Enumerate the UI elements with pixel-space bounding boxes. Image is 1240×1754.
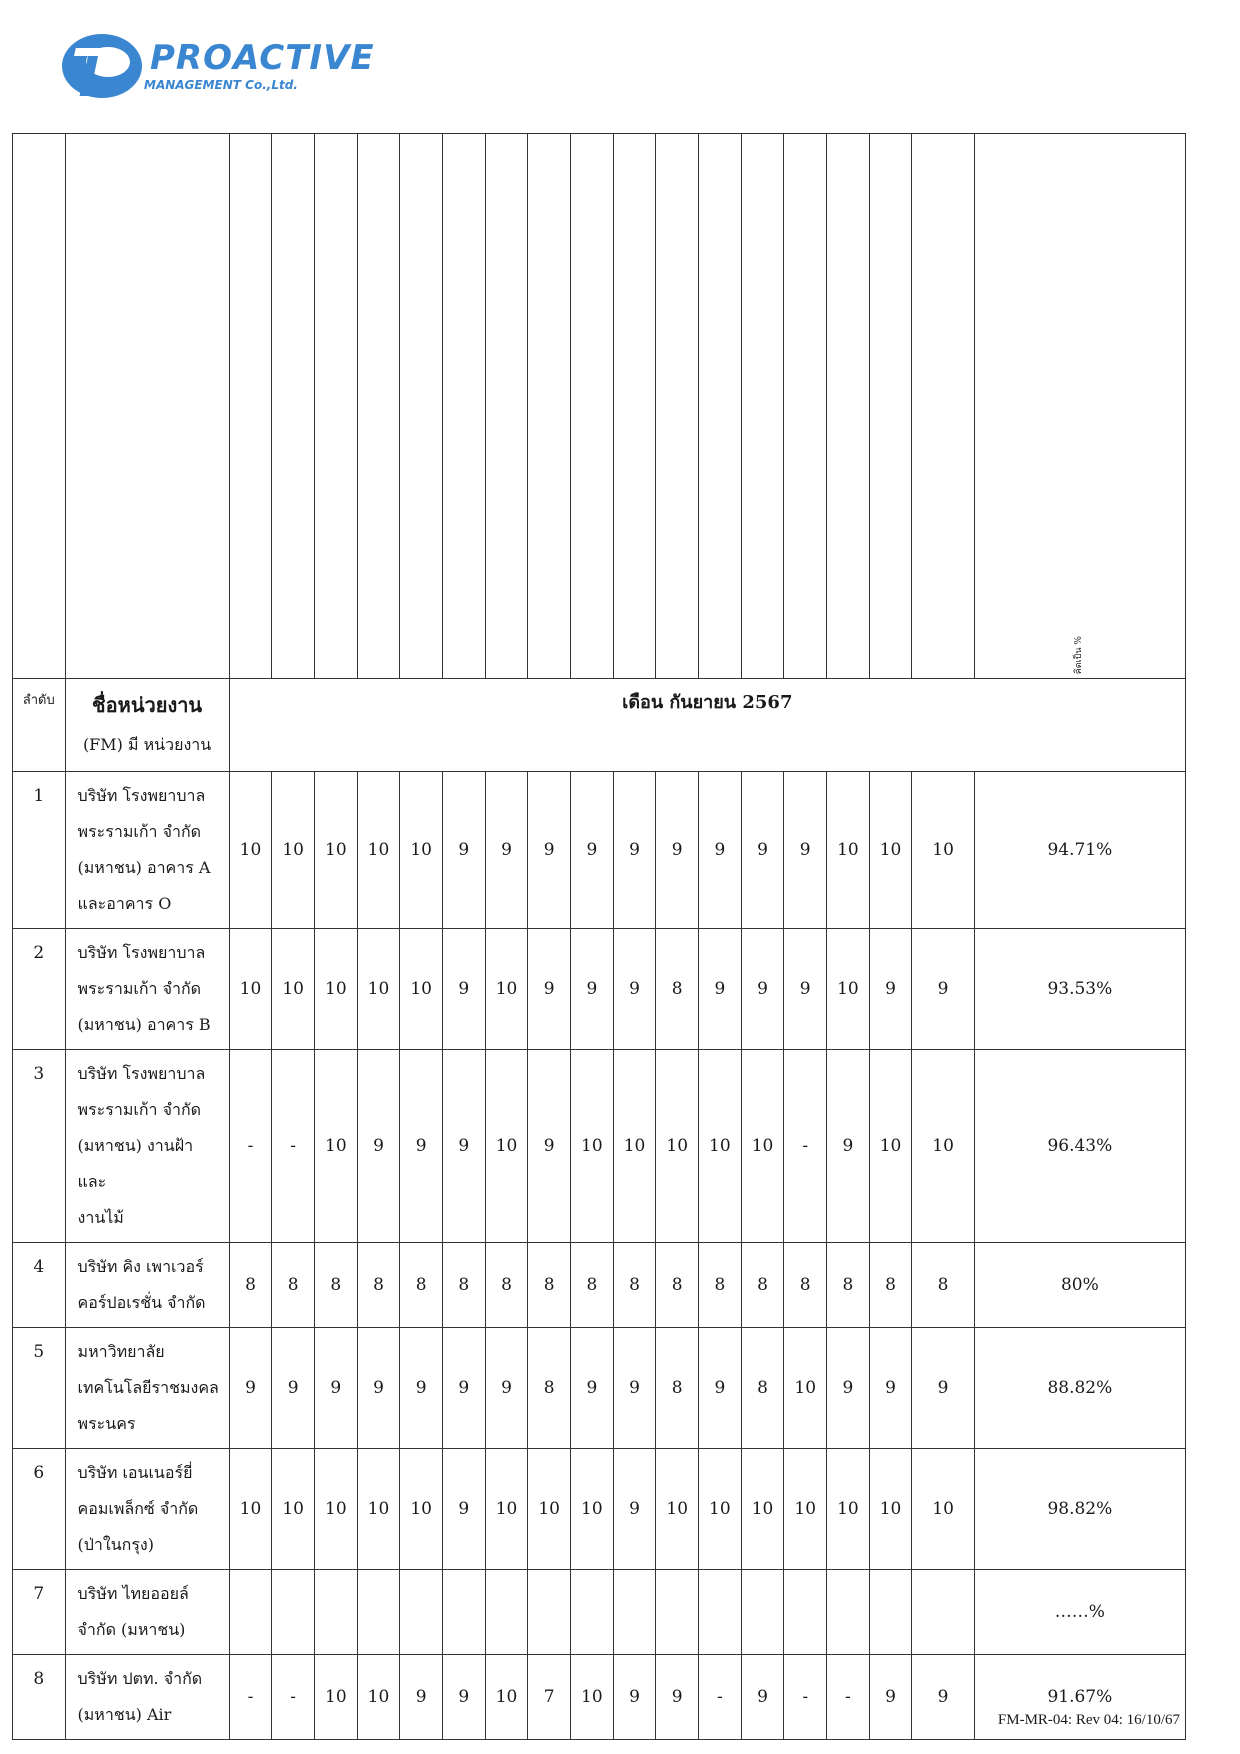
unit-name-line: และอาคาร O bbox=[77, 894, 172, 913]
score-cell bbox=[827, 1570, 870, 1655]
score-cell bbox=[613, 1570, 656, 1655]
score-cell: 8 bbox=[741, 1243, 784, 1328]
label-row bbox=[13, 679, 1186, 772]
criteria-header bbox=[699, 134, 742, 679]
row-sequence: 5 bbox=[13, 1328, 66, 1449]
score-cell: 10 bbox=[699, 1050, 742, 1243]
score-cell bbox=[741, 1570, 784, 1655]
score-cell: 9 bbox=[827, 1050, 870, 1243]
score-cell: 10 bbox=[314, 1655, 357, 1740]
score-cell: 10 bbox=[357, 1449, 400, 1570]
unit-name-line: (มหาชน) อาคาร B bbox=[77, 1015, 211, 1034]
table-row bbox=[13, 1050, 1186, 1243]
score-cell: 9 bbox=[571, 772, 614, 929]
score-cell bbox=[229, 1570, 272, 1655]
score-cell: 9 bbox=[912, 1328, 974, 1449]
score-cell: 9 bbox=[741, 929, 784, 1050]
evaluation-table bbox=[12, 133, 1186, 1740]
percent-cell: ……% bbox=[974, 1570, 1185, 1655]
score-cell: 10 bbox=[827, 772, 870, 929]
percent-cell: 80% bbox=[974, 1243, 1185, 1328]
unit-name-line: พระรามเก้า จำกัด bbox=[77, 1100, 202, 1119]
score-cell: 9 bbox=[528, 1050, 571, 1243]
score-cell: 9 bbox=[400, 1655, 443, 1740]
score-cell: 9 bbox=[912, 929, 974, 1050]
score-cell: 10 bbox=[869, 1449, 912, 1570]
score-cell: 9 bbox=[485, 772, 528, 929]
score-cell: 9 bbox=[656, 1655, 699, 1740]
score-cell: 8 bbox=[656, 1243, 699, 1328]
score-cell bbox=[443, 1570, 486, 1655]
score-cell: 10 bbox=[827, 1449, 870, 1570]
score-cell: 8 bbox=[613, 1243, 656, 1328]
score-cell: 8 bbox=[485, 1243, 528, 1328]
score-cell: 10 bbox=[314, 929, 357, 1050]
score-cell: 9 bbox=[613, 1328, 656, 1449]
score-cell: 10 bbox=[571, 1050, 614, 1243]
criteria-header bbox=[528, 134, 571, 679]
unit-name-line: บริษัท โรงพยาบาล bbox=[77, 786, 206, 805]
criteria-header bbox=[784, 134, 827, 679]
score-cell: 8 bbox=[784, 1243, 827, 1328]
score-cell: 10 bbox=[400, 1449, 443, 1570]
row-sequence: 1 bbox=[13, 772, 66, 929]
score-cell: 9 bbox=[613, 772, 656, 929]
score-cell: 9 bbox=[485, 1328, 528, 1449]
score-cell: 8 bbox=[656, 929, 699, 1050]
score-cell: 9 bbox=[784, 772, 827, 929]
score-cell: 8 bbox=[741, 1328, 784, 1449]
criteria-header bbox=[229, 134, 272, 679]
unit-name-line: มหาวิทยาลัย bbox=[77, 1342, 165, 1361]
score-cell: - bbox=[784, 1050, 827, 1243]
unit-name-line: งานไม้ bbox=[77, 1208, 124, 1227]
score-cell: 9 bbox=[528, 929, 571, 1050]
percent-cell: 96.43% bbox=[974, 1050, 1185, 1243]
unit-name-line: (มหาชน) อาคาร A bbox=[77, 858, 211, 877]
unit-name-line: บริษัท คิง เพาเวอร์ bbox=[77, 1257, 204, 1276]
score-cell: 10 bbox=[357, 772, 400, 929]
score-cell: 9 bbox=[613, 1655, 656, 1740]
score-cell: 10 bbox=[485, 1655, 528, 1740]
score-cell bbox=[485, 1570, 528, 1655]
score-cell: 9 bbox=[528, 772, 571, 929]
score-cell: 10 bbox=[357, 929, 400, 1050]
percent-cell: 91.67% bbox=[974, 1655, 1185, 1740]
criteria-header bbox=[869, 134, 912, 679]
score-cell: 10 bbox=[485, 929, 528, 1050]
unit-name-line: (มหาชน) Air bbox=[77, 1705, 172, 1724]
score-cell: 8 bbox=[272, 1243, 315, 1328]
table-row bbox=[13, 1449, 1186, 1570]
score-cell: 10 bbox=[400, 929, 443, 1050]
score-cell: 10 bbox=[272, 929, 315, 1050]
score-cell: 9 bbox=[912, 1655, 974, 1740]
percent-cell: 98.82% bbox=[974, 1449, 1185, 1570]
criteria-header bbox=[613, 134, 656, 679]
score-cell: - bbox=[229, 1655, 272, 1740]
percent-cell: 88.82% bbox=[974, 1328, 1185, 1449]
score-cell: 10 bbox=[229, 929, 272, 1050]
score-cell: 10 bbox=[784, 1449, 827, 1570]
row-sequence: 4 bbox=[13, 1243, 66, 1328]
score-cell bbox=[869, 1570, 912, 1655]
score-cell: 8 bbox=[827, 1243, 870, 1328]
score-cell: 8 bbox=[571, 1243, 614, 1328]
score-cell: 10 bbox=[528, 1449, 571, 1570]
score-cell: 9 bbox=[443, 772, 486, 929]
unit-name bbox=[65, 772, 229, 929]
score-cell: 9 bbox=[869, 1328, 912, 1449]
unit-name-line: พระนคร bbox=[77, 1414, 136, 1433]
score-cell: 10 bbox=[272, 772, 315, 929]
unit-name-header: ชื่อหน่วยงาน (FM) มี หน่วยงาน bbox=[65, 679, 229, 772]
score-cell bbox=[272, 1570, 315, 1655]
score-cell: 8 bbox=[357, 1243, 400, 1328]
score-cell: 9 bbox=[443, 929, 486, 1050]
unit-name-line: พระรามเก้า จำกัด bbox=[77, 979, 202, 998]
score-cell: 10 bbox=[314, 1449, 357, 1570]
table-row bbox=[13, 929, 1186, 1050]
form-code: FM-MR-04: Rev 04: 16/10/67 bbox=[997, 1712, 1180, 1728]
score-cell: 8 bbox=[869, 1243, 912, 1328]
score-cell: 9 bbox=[784, 929, 827, 1050]
unit-name bbox=[65, 1243, 229, 1328]
score-cell: 8 bbox=[528, 1243, 571, 1328]
criteria-header bbox=[571, 134, 614, 679]
score-cell: 9 bbox=[699, 1328, 742, 1449]
score-cell: 10 bbox=[314, 1050, 357, 1243]
score-cell: 10 bbox=[869, 772, 912, 929]
score-cell bbox=[400, 1570, 443, 1655]
month-header: เดือน กันยายน 2567 bbox=[229, 679, 1185, 772]
table-row bbox=[13, 1328, 1186, 1449]
score-cell: 9 bbox=[314, 1328, 357, 1449]
score-cell: 9 bbox=[571, 1328, 614, 1449]
table-row bbox=[13, 1570, 1186, 1655]
score-cell: - bbox=[272, 1050, 315, 1243]
score-cell: 8 bbox=[443, 1243, 486, 1328]
blank-cell bbox=[13, 134, 66, 679]
score-cell: 9 bbox=[357, 1050, 400, 1243]
criteria-header bbox=[485, 134, 528, 679]
score-cell: 10 bbox=[784, 1328, 827, 1449]
score-cell: 9 bbox=[443, 1655, 486, 1740]
unit-name bbox=[65, 1570, 229, 1655]
unit-name-line: บริษัท ปตท. จำกัด bbox=[77, 1669, 203, 1688]
criteria-header bbox=[827, 134, 870, 679]
score-cell: 10 bbox=[912, 1449, 974, 1570]
unit-name-line: เทคโนโลยีราชมงคล bbox=[77, 1378, 219, 1397]
score-cell: 10 bbox=[827, 929, 870, 1050]
score-cell bbox=[784, 1570, 827, 1655]
score-cell: - bbox=[272, 1655, 315, 1740]
score-cell: 9 bbox=[699, 772, 742, 929]
criteria-header bbox=[272, 134, 315, 679]
criteria-header bbox=[357, 134, 400, 679]
score-cell bbox=[699, 1570, 742, 1655]
score-cell: 10 bbox=[229, 1449, 272, 1570]
unit-name-line: บริษัท เอนเนอร์ยี่ bbox=[77, 1463, 193, 1482]
score-cell bbox=[912, 1570, 974, 1655]
unit-name bbox=[65, 1328, 229, 1449]
company-logo bbox=[60, 28, 375, 104]
criteria-header bbox=[314, 134, 357, 679]
criteria-header bbox=[741, 134, 784, 679]
score-cell: 10 bbox=[656, 1050, 699, 1243]
score-cell: 8 bbox=[656, 1328, 699, 1449]
unit-name bbox=[65, 1449, 229, 1570]
table-row bbox=[13, 1243, 1186, 1328]
row-sequence: 6 bbox=[13, 1449, 66, 1570]
score-cell: 9 bbox=[613, 929, 656, 1050]
score-cell: 7 bbox=[528, 1655, 571, 1740]
unit-name-line: พระรามเก้า จำกัด bbox=[77, 822, 202, 841]
score-cell bbox=[528, 1570, 571, 1655]
row-sequence: 8 bbox=[13, 1655, 66, 1740]
percent-header: คิดเป็น % bbox=[974, 134, 1185, 679]
score-cell bbox=[314, 1570, 357, 1655]
score-cell: 9 bbox=[400, 1050, 443, 1243]
score-cell: 8 bbox=[528, 1328, 571, 1449]
score-cell: 9 bbox=[869, 1655, 912, 1740]
unit-name-line: (ป่าในกรุง) bbox=[77, 1535, 154, 1554]
score-cell: 8 bbox=[314, 1243, 357, 1328]
score-cell: 9 bbox=[571, 929, 614, 1050]
score-cell: 9 bbox=[443, 1449, 486, 1570]
unit-name-line: บริษัท โรงพยาบาล bbox=[77, 1064, 206, 1083]
unit-name-line: จำกัด (มหาชน) bbox=[77, 1620, 186, 1639]
logo-mark-icon bbox=[60, 28, 150, 104]
unit-name-line: บริษัท โรงพยาบาล bbox=[77, 943, 206, 962]
score-cell: 9 bbox=[741, 772, 784, 929]
row-sequence: 7 bbox=[13, 1570, 66, 1655]
score-cell: 9 bbox=[656, 772, 699, 929]
score-cell: 10 bbox=[229, 772, 272, 929]
score-cell: - bbox=[784, 1655, 827, 1740]
logo-text: PROACTIVE bbox=[150, 38, 375, 78]
criteria-header-row bbox=[13, 134, 1186, 679]
unit-name bbox=[65, 929, 229, 1050]
score-cell: 8 bbox=[912, 1243, 974, 1328]
score-cell: 10 bbox=[272, 1449, 315, 1570]
score-cell: 10 bbox=[741, 1449, 784, 1570]
score-cell: 10 bbox=[613, 1050, 656, 1243]
score-cell: 9 bbox=[400, 1328, 443, 1449]
logo-subtext: MANAGEMENT Co.,Ltd. bbox=[144, 78, 298, 92]
row-sequence: 2 bbox=[13, 929, 66, 1050]
score-cell bbox=[357, 1570, 400, 1655]
criteria-header bbox=[443, 134, 486, 679]
score-cell: - bbox=[229, 1050, 272, 1243]
score-cell: 10 bbox=[400, 772, 443, 929]
unit-name-line: คอมเพล็กซ์ จำกัด bbox=[77, 1499, 199, 1518]
score-cell: 8 bbox=[699, 1243, 742, 1328]
score-cell: 9 bbox=[443, 1050, 486, 1243]
score-cell: 10 bbox=[912, 1050, 974, 1243]
score-cell: 8 bbox=[229, 1243, 272, 1328]
criteria-header bbox=[912, 134, 974, 679]
score-cell: 10 bbox=[571, 1449, 614, 1570]
unit-name-line: คอร์ปอเรชั่น จำกัด bbox=[77, 1293, 206, 1312]
score-cell: 9 bbox=[443, 1328, 486, 1449]
score-cell: 8 bbox=[400, 1243, 443, 1328]
score-cell: - bbox=[699, 1655, 742, 1740]
percent-cell: 93.53% bbox=[974, 929, 1185, 1050]
score-cell: 9 bbox=[613, 1449, 656, 1570]
score-cell: 9 bbox=[741, 1655, 784, 1740]
score-cell: 10 bbox=[912, 772, 974, 929]
score-cell: 9 bbox=[869, 929, 912, 1050]
table-row bbox=[13, 772, 1186, 929]
score-cell bbox=[571, 1570, 614, 1655]
score-cell: 10 bbox=[571, 1655, 614, 1740]
unit-name bbox=[65, 1655, 229, 1740]
score-cell: 10 bbox=[741, 1050, 784, 1243]
score-cell: 10 bbox=[485, 1449, 528, 1570]
score-cell: 10 bbox=[357, 1655, 400, 1740]
score-cell: 10 bbox=[869, 1050, 912, 1243]
unit-name bbox=[65, 1050, 229, 1243]
sequence-header: ลำดับ bbox=[13, 679, 66, 772]
criteria-header bbox=[656, 134, 699, 679]
score-cell: 10 bbox=[699, 1449, 742, 1570]
score-cell: 9 bbox=[827, 1328, 870, 1449]
score-cell: - bbox=[827, 1655, 870, 1740]
score-cell: 10 bbox=[314, 772, 357, 929]
score-cell: 10 bbox=[656, 1449, 699, 1570]
percent-cell: 94.71% bbox=[974, 772, 1185, 929]
score-cell: 9 bbox=[272, 1328, 315, 1449]
score-cell: 9 bbox=[229, 1328, 272, 1449]
unit-name-line: บริษัท ไทยออยล์ bbox=[77, 1584, 189, 1603]
criteria-header bbox=[400, 134, 443, 679]
score-cell: 9 bbox=[699, 929, 742, 1050]
row-sequence: 3 bbox=[13, 1050, 66, 1243]
unit-name-line: (มหาชน) งานฝ้าและ bbox=[77, 1136, 194, 1191]
score-cell: 9 bbox=[357, 1328, 400, 1449]
score-cell bbox=[656, 1570, 699, 1655]
score-cell: 10 bbox=[485, 1050, 528, 1243]
blank-cell bbox=[65, 134, 229, 679]
